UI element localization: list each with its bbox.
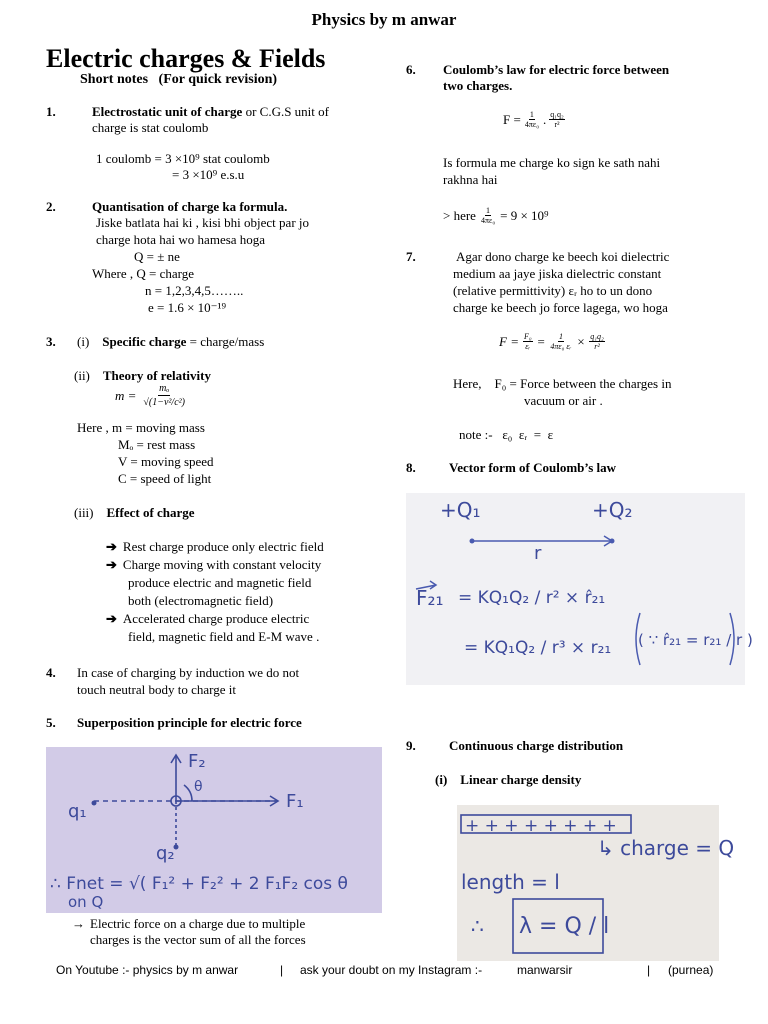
therefore-symbol: ∴ (471, 914, 484, 938)
label-charge: ↳ charge = Q (597, 836, 735, 860)
k-denominator: 4πε₀ (524, 120, 539, 129)
dielectric-q-fraction (589, 332, 605, 351)
dielectric-lhs: F = (499, 333, 519, 349)
section-2-number: 2. (46, 199, 56, 214)
label-r: r (534, 543, 542, 564)
note-text: Electric force on a charge due to multiple (90, 916, 306, 931)
section-2-line1: Jiske batlata hai ki , kisi bhi object par jo (96, 215, 310, 230)
q-numerator: q₁q₂ (590, 332, 604, 341)
coulomb-q (549, 110, 565, 129)
section-3-ii-label: (ii) (74, 368, 90, 383)
k-value-prefix: > here (443, 207, 476, 223)
section-6-heading-2: two charges. (443, 78, 513, 93)
lambda-formula: λ = Q / l (519, 914, 610, 939)
footer-separator: | (280, 963, 284, 977)
bullet-moving-charge-2: produce electric and magnetic field (128, 575, 312, 590)
section-7-line1: Agar dono charge ke beech koi dielectric (456, 249, 670, 264)
section-2-heading: Quantisation of charge ka formula. (92, 199, 288, 214)
label-length: length = l (461, 870, 560, 894)
section-3-number: 3. (46, 334, 56, 349)
section-4-line1: In case of charging by induction we do not (77, 665, 300, 680)
k-numerator: 1 (529, 110, 534, 119)
section-5-note1 (72, 916, 305, 932)
bullet-text: Charge moving with constant velocity (122, 557, 322, 572)
linear-density-sketch (457, 805, 735, 961)
footer-separator: | (647, 963, 651, 977)
k-value-formula (443, 206, 549, 225)
bullet-moving-charge (106, 557, 321, 573)
k-value-numerator: 1 (486, 206, 491, 215)
bullet-moving-charge-3: both (electromagnetic field) (128, 593, 274, 608)
doc-title: Electric charges & Fields (46, 44, 326, 73)
er-denominator: εᵣ (525, 342, 531, 351)
k-value-fraction (480, 206, 496, 225)
bullet-text: Rest charge produce only electric field (122, 539, 324, 554)
dielectric-k-fraction (549, 332, 572, 351)
dielectric-f0-fraction (523, 332, 533, 351)
section-3-i-heading: Specific charge (102, 334, 187, 349)
unit-vector-note: ( ∵ r̂₂₁ = r₂₁ / r ) (638, 631, 753, 649)
linear-density-photo (457, 805, 735, 961)
vector-coulomb-sketch (406, 493, 753, 685)
section-5-note2: charges is the vector sum of all the forces (90, 932, 306, 947)
section-7-line2: medium aa jaye jiska dielectric constant (453, 266, 662, 281)
section-6-number: 6. (406, 62, 416, 77)
vector-eq2: = KQ₁Q₂ / r³ × r₂₁ (464, 638, 612, 658)
bullet-accelerated-charge (106, 611, 309, 627)
label-f1: F₁ (286, 791, 304, 812)
label-f21: F₂₁ (416, 586, 444, 610)
section-7-here2: vacuum or air . (524, 393, 603, 408)
section-6-line1: Is formula me charge ko sign ke sath nahi (443, 155, 661, 170)
section-7-here1: Here, F₀ = Force between the charges in (453, 376, 672, 391)
section-2-where: Where , Q = charge (92, 266, 195, 281)
section-1-heading-rest: or C.G.S unit of (242, 104, 329, 119)
footer-place: (purnea) (668, 963, 714, 977)
section-3-v: V = moving speed (118, 454, 214, 469)
section-9-i (435, 772, 581, 788)
label-q1: q₁ (68, 801, 87, 822)
arrow-icon: ➔ (106, 539, 117, 554)
coulomb-formula: F = $\frac{1}{\text{4πε₀}}$ . $\frac{\text{q₁q₂}}{\text{r²}}$ (503, 110, 564, 129)
label-q2: +Q₂ (592, 498, 633, 522)
section-3-iii-label: (iii) (74, 505, 94, 520)
superposition-sketch (46, 747, 382, 913)
coulomb-lhs: F = (503, 111, 521, 127)
section-7-number: 7. (406, 249, 416, 264)
section-3-ii-heading: Theory of relativity (102, 368, 211, 383)
k-value-rest: = 9 × 10⁹ (500, 207, 549, 223)
r-denominator: r² (594, 342, 600, 351)
section-7-note: note :- ε₀ εᵣ = ε (459, 427, 554, 442)
superposition-photo (46, 747, 382, 913)
k-numerator: 1 (558, 332, 563, 341)
coulomb-k (524, 110, 540, 129)
section-1-eq1: 1 coulomb = 3 ×10⁹ stat coulomb (96, 151, 270, 166)
label-f2: F₂ (188, 751, 206, 772)
section-1-eq2: = 3 ×10⁹ e.s.u (172, 167, 245, 182)
section-6-heading-1: Coulomb’s law for electric force between (443, 62, 670, 77)
section-7-line4: charge ke beech jo force lagega, wo hoga (453, 300, 668, 315)
section-3-iii (74, 505, 195, 521)
section-9-heading: Continuous charge distribution (449, 738, 624, 753)
relativity-lhs: m = (115, 387, 137, 403)
section-9-i-heading: Linear charge density (460, 772, 582, 787)
rod-charges: + + + + + + + + (465, 816, 617, 836)
arrow-icon: → (72, 916, 85, 931)
section-2-n-values: n = 1,2,3,4,5…….. (145, 283, 244, 298)
arrow-icon: ➔ (106, 611, 117, 626)
bullet-accelerated-charge-2: field, magnetic field and E-M wave . (128, 629, 320, 644)
section-1-heading (92, 104, 329, 120)
page-header: Physics by m anwar (311, 10, 457, 29)
footer-youtube: On Youtube :- physics by m anwar (56, 963, 239, 977)
section-2-formula: Q = ± ne (134, 249, 180, 264)
section-6-line2: rakhna hai (443, 172, 498, 187)
section-8-number: 8. (406, 460, 416, 475)
bullet-text: Accelerated charge produce electric (122, 611, 310, 626)
k-denominator: 4πε₀ εᵣ (550, 342, 572, 351)
section-1-line2: charge is stat coulomb (92, 120, 209, 135)
vector-eq1: = KQ₁Q₂ / r² × r̂₂₁ (458, 588, 606, 608)
label-theta: θ (194, 779, 203, 795)
fnet-formula: ∴ Fnet = √( F₁² + F₂² + 2 F₁F₂ cos θ (50, 874, 348, 894)
section-3-i-rest: = charge/mass (186, 334, 265, 349)
section-5-number: 5. (46, 715, 56, 730)
section-4-number: 4. (46, 665, 56, 680)
section-3-c: C = speed of light (118, 471, 212, 486)
section-2-e-value: e = 1.6 × 10⁻¹⁹ (148, 300, 226, 315)
label-q1: +Q₁ (440, 498, 481, 522)
section-3-here: Here , m = moving mass (77, 420, 205, 435)
section-1-number: 1. (46, 104, 56, 119)
section-5-heading: Superposition principle for electric force (77, 715, 302, 730)
relativity-numerator: mₒ (159, 383, 170, 394)
section-3-m0: Mₒ = rest mass (118, 437, 196, 452)
section-2-line2: charge hota hai wo hamesa hoga (96, 232, 266, 247)
k-value-denominator: 4πε₀ (480, 216, 496, 225)
vector-coulomb-photo (406, 493, 753, 685)
section-1-heading-bold: Electrostatic unit of charge (92, 104, 243, 119)
dielectric-formula: F = $\frac{\text{F₀}}{\text{εᵣ}}$ = $\frac{1}{\text{4πε₀ εᵣ}}$ × $\frac{\text{q₁q₂}}{\text{r²}}$ (499, 332, 604, 351)
relativity-denominator: √(1−v²/c²) (143, 397, 185, 408)
section-7-line3: (relative permittivity) εᵣ ho to un dono (453, 283, 653, 298)
section-8-heading: Vector form of Coulomb’s law (449, 460, 617, 475)
label-q2: q₂ (156, 843, 175, 864)
section-4-line2: touch neutral body to charge it (77, 682, 236, 697)
section-3-iii-heading: Effect of charge (106, 505, 195, 520)
arrow-icon: ➔ (106, 557, 117, 572)
doc-subtitle: Short notes (For quick revision) (80, 72, 278, 87)
fnet-on-q: on Q (68, 893, 104, 911)
relativity-fraction (142, 382, 186, 409)
relativity-formula (115, 382, 186, 409)
section-3-i-label: (i) (77, 334, 90, 349)
q-numerator: q₁q₂ (550, 110, 564, 119)
section-3-i (77, 334, 264, 350)
bullet-rest-charge (106, 539, 324, 555)
footer-handle: manwarsir (517, 963, 573, 977)
section-9-i-label: (i) (435, 772, 448, 787)
q-denominator: r² (554, 120, 560, 129)
f0-numerator: F₀ (523, 332, 532, 341)
footer-instagram: ask your doubt on my Instagram :- (300, 963, 483, 977)
section-9-number: 9. (406, 738, 416, 753)
